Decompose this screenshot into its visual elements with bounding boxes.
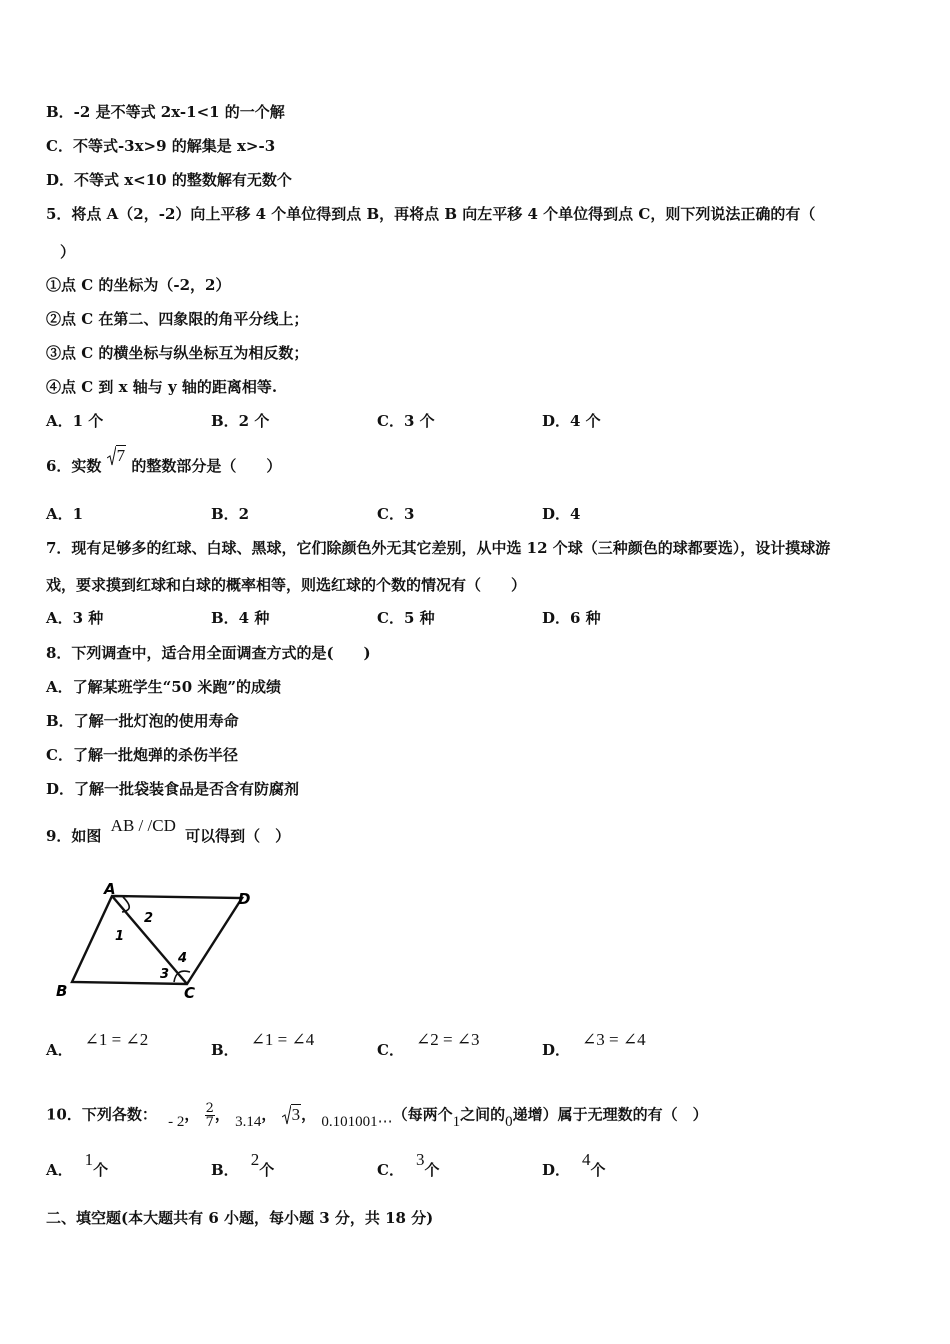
parallelogram-figure bbox=[50, 878, 260, 1002]
q10-stem bbox=[46, 1102, 708, 1129]
q6-sqrt bbox=[107, 446, 127, 466]
q9-option-b-label: B． bbox=[211, 1041, 239, 1059]
section-2-heading: 二、填空题(本大题共有 6 小题，每小题 3 分，共 18 分) bbox=[46, 1209, 434, 1227]
parallelogram-outline bbox=[72, 896, 242, 984]
vertex-d-label: D bbox=[238, 890, 251, 908]
angle-3-label: 3 bbox=[160, 967, 170, 982]
q4-option-b: B．-2 是不等式 2x-1<1 的一个解 bbox=[46, 103, 285, 121]
vertex-b-label: B bbox=[56, 982, 68, 1000]
q9-option-d bbox=[542, 1030, 646, 1060]
q5-stem-line2: ） bbox=[60, 243, 76, 261]
q8-option-c: C．了解一批炮弹的杀伤半径 bbox=[46, 746, 238, 764]
q7-stem-line1: 7．现有足够多的红球、白球、黑球，它们除颜色外无其它差别，从中选 12 个球（三种颜色的球都要选），设计摸球游 bbox=[46, 539, 831, 557]
q5-statement-4: ④点 C 到 x 轴与 y 轴的距离相等. bbox=[46, 378, 278, 396]
vertex-c-label: C bbox=[184, 984, 196, 1002]
q9-option-b bbox=[211, 1030, 315, 1060]
q10-option-a-label: A． bbox=[46, 1161, 73, 1179]
q10-option-b-unit: 个 bbox=[259, 1161, 275, 1179]
q10-option-d-num: 4 bbox=[582, 1150, 591, 1169]
q10-stem-post: 递增）属于无理数的有（ ） bbox=[512, 1105, 708, 1124]
q6-radicand: 7 bbox=[116, 446, 126, 465]
q10-comma-1: ， bbox=[184, 1105, 200, 1124]
q6-option-b: B．2 bbox=[211, 505, 250, 523]
q10-digit-one: 1 bbox=[452, 1113, 461, 1130]
q8-stem: 8．下列调查中，适合用全面调查方式的是( ) bbox=[46, 644, 371, 662]
q5-statement-3: ③点 C 的横坐标与纵坐标互为相反数； bbox=[46, 344, 309, 362]
q5-statement-1: ①点 C 的坐标为（-2，2） bbox=[46, 276, 231, 294]
angle-4-label: 4 bbox=[178, 951, 188, 966]
q4-option-c: C．不等式-3x>9 的解集是 x>-3 bbox=[46, 137, 276, 155]
q6-option-c: C．3 bbox=[377, 505, 415, 523]
q9-option-a-label: A． bbox=[46, 1041, 73, 1059]
q10-number-314: 3.14 bbox=[235, 1113, 262, 1130]
q10-mid-text-2: 之间的 bbox=[460, 1105, 506, 1124]
q5-option-a: A．1 个 bbox=[46, 412, 104, 430]
q7-option-c: C．5 种 bbox=[377, 609, 435, 627]
angle-1-label: 1 bbox=[115, 929, 125, 944]
q10-fraction-denominator: 7 bbox=[205, 1115, 214, 1130]
q10-number-decimal: 0.101001⋯ bbox=[321, 1113, 393, 1130]
q10-option-a bbox=[46, 1150, 109, 1180]
q5-option-b: B．2 个 bbox=[211, 412, 270, 430]
q6-stem bbox=[46, 446, 282, 476]
q10-option-c-num: 3 bbox=[415, 1150, 425, 1169]
q9-stem-post: 可以得到（ ） bbox=[185, 827, 291, 845]
q10-option-b bbox=[211, 1150, 275, 1180]
q5-stem-line1: 5．将点 A（2，-2）向上平移 4 个单位得到点 B，再将点 B 向左平移 4 个单位得到点 C，则下列说法正确的有（ bbox=[46, 205, 816, 223]
q10-stem-pre: 10．下列各数： bbox=[46, 1105, 157, 1124]
q9-stem bbox=[46, 816, 291, 846]
q7-option-a: A．3 种 bbox=[46, 609, 104, 627]
q5-option-d: D．4 个 bbox=[542, 412, 601, 430]
q9-stem-pre: 9．如图 bbox=[46, 827, 102, 845]
q9-option-c bbox=[377, 1030, 480, 1060]
radical-sign-icon bbox=[107, 446, 116, 466]
q7-stem-line2: 戏，要求摸到红球和白球的概率相等，则选红球的个数的情况有（ ） bbox=[46, 576, 527, 594]
q10-comma-2: ， bbox=[214, 1105, 230, 1124]
q10-option-c-unit: 个 bbox=[424, 1161, 440, 1179]
q9-option-b-math: ∠1 = ∠4 bbox=[250, 1030, 315, 1049]
q5-statement-2: ②点 C 在第二、四象限的角平分线上； bbox=[46, 310, 309, 328]
q5-option-c: C．3 个 bbox=[377, 412, 435, 430]
q10-fraction bbox=[205, 1102, 215, 1129]
q8-option-a: A．了解某班学生“50 米跑”的成绩 bbox=[46, 678, 281, 696]
q9-option-c-label: C． bbox=[377, 1041, 404, 1059]
q10-comma-4: ， bbox=[301, 1105, 317, 1124]
q9-option-a bbox=[46, 1030, 149, 1060]
q10-option-b-label: B． bbox=[211, 1161, 239, 1179]
q10-number-neg2: - 2 bbox=[168, 1113, 185, 1130]
q10-mid-text-1: （每两个 bbox=[392, 1105, 453, 1124]
q10-comma-3: ， bbox=[261, 1105, 277, 1124]
q4-option-d: D．不等式 x<10 的整数解有无数个 bbox=[46, 171, 292, 189]
q8-option-d: D．了解一批袋装食品是否含有防腐剂 bbox=[46, 780, 300, 798]
q9-option-c-math: ∠2 = ∠3 bbox=[415, 1030, 480, 1049]
q10-option-c-label: C． bbox=[377, 1161, 404, 1179]
q7-option-d: D．6 种 bbox=[542, 609, 601, 627]
q10-option-d bbox=[542, 1150, 606, 1180]
q9-formula: AB / /CD bbox=[110, 816, 176, 835]
q10-option-a-unit: 个 bbox=[93, 1161, 109, 1179]
q10-sqrt-radicand: 3 bbox=[291, 1104, 301, 1124]
q9-option-d-label: D． bbox=[542, 1041, 571, 1059]
q6-option-d: D．4 bbox=[542, 505, 581, 523]
q10-option-b-num: 2 bbox=[250, 1150, 260, 1169]
vertex-a-label: A bbox=[104, 880, 116, 898]
q8-option-b: B．了解一批灯泡的使用寿命 bbox=[46, 712, 239, 730]
q10-option-c bbox=[377, 1150, 440, 1180]
q10-option-a-num: 1 bbox=[84, 1150, 94, 1169]
q6-option-a: A．1 bbox=[46, 505, 84, 523]
angle-2-label: 2 bbox=[144, 911, 154, 926]
q9-option-d-math: ∠3 = ∠4 bbox=[582, 1030, 646, 1049]
q10-digit-zero: 0 bbox=[505, 1113, 513, 1130]
q10-option-d-unit: 个 bbox=[590, 1161, 606, 1179]
q6-stem-pre: 6．实数 bbox=[46, 457, 102, 475]
q6-stem-post: 的整数部分是（ ） bbox=[131, 457, 282, 475]
q10-option-d-label: D． bbox=[542, 1161, 571, 1179]
q10-fraction-numerator: 2 bbox=[205, 1101, 214, 1116]
q9-option-a-math: ∠1 = ∠2 bbox=[84, 1030, 149, 1049]
q10-sqrt bbox=[282, 1105, 302, 1125]
radical-sign-icon bbox=[282, 1105, 291, 1125]
q7-option-b: B．4 种 bbox=[211, 609, 270, 627]
